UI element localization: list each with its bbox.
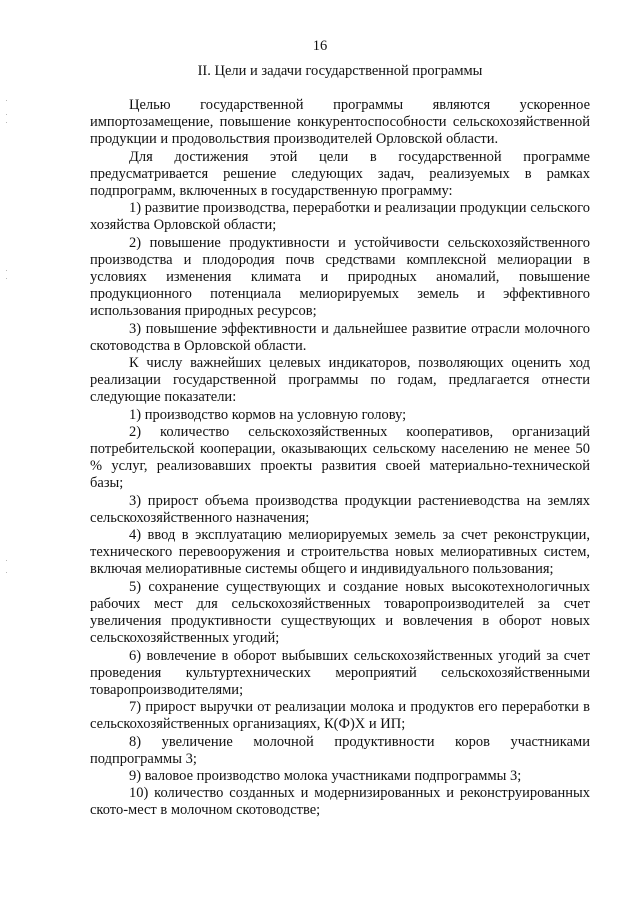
- body-text: [90, 97, 590, 820]
- task-item-2: 2) повышение продуктивности и устойчивости сельскохозяйственного производства и плодородия почв средствами комплексной мелиорации в условиях изменения климата и природных аномалий, повышение продукционного потенциала мелиорируемых земель и эффективного использования природных ресурсов;: [90, 234, 590, 320]
- indicator-item-3: 3) прирост объема производства продукции растениеводства на землях сельскохозяйственного назначения;: [90, 492, 590, 526]
- page-number: 16: [312, 38, 328, 54]
- indicator-item-10: 10) количество созданных и модернизированных и реконструированных ското-мест в молочном скотоводстве;: [90, 785, 590, 819]
- indicator-item-8: 8) увеличение молочной продуктивности коров участниками подпрограммы 3;: [90, 733, 590, 767]
- indicator-item-6: 6) вовлечение в оборот выбывших сельскохозяйственных угодий за счет проведения культуртехнических мероприятий сельскохозяйственными товаропроизводителями;: [90, 647, 590, 698]
- indicator-item-9: 9) валовое производство молока участниками подпрограммы 3;: [129, 767, 522, 784]
- indicator-item-4: 4) ввод в эксплуатацию мелиорируемых земель за счет реконструкции, технического перевооружения и строительства новых мелиоративных систем, включая мелиоративные системы общего и индивидуального пользования;: [90, 527, 590, 578]
- paragraph-tasks-intro: Для достижения этой цели в государственной программе предусматривается решение следующих задач, реализуемых в рамках подпрограмм, включенных в государственную программу:: [90, 148, 590, 200]
- indicator-item-7: 7) прирост выручки от реализации молока и продуктов его переработки в сельскохозяйственных организациях, К(Ф)Х и ИП;: [90, 699, 590, 733]
- paragraph-indicators-intro: К числу важнейших целевых индикаторов, позволяющих оценить ход реализации государственной программы по годам, предлагается отнести следующие показатели:: [90, 355, 590, 406]
- task-item-3: 3) повышение эффективности и дальнейшее развитие отрасли молочного скотоводства в Орловской области.: [90, 320, 590, 354]
- indicator-item-2: 2) количество сельскохозяйственных кооперативов, организаций потребительской кооперации, оказывающих сельскому населению не менее 50 % услуг, реализовавших проекты развития своей материально-технической базы;: [90, 423, 590, 492]
- section-heading: II. Цели и задачи государственной программы: [197, 63, 483, 79]
- indicator-item-1: 1) производство кормов на условную голову;: [129, 406, 407, 423]
- indicator-item-5: 5) сохранение существующих и создание новых высокотехнологичных рабочих мест для сельскохозяйственных товаропроизводителей за счет увеличения продуктивности существующих и вовлечения в оборот новых сельскохозяйственных угодий;: [90, 578, 590, 647]
- scan-margin-marks: [6, 100, 10, 600]
- paragraph-goal: Целью государственной программы являются ускоренное импортозамещение, повышение конкурентоспособности сельскохозяйственной продукции и продовольствия производителей Орловской области.: [90, 97, 590, 148]
- task-item-1: 1) развитие производства, переработки и реализации продукции сельского хозяйства Орловской области;: [90, 200, 590, 234]
